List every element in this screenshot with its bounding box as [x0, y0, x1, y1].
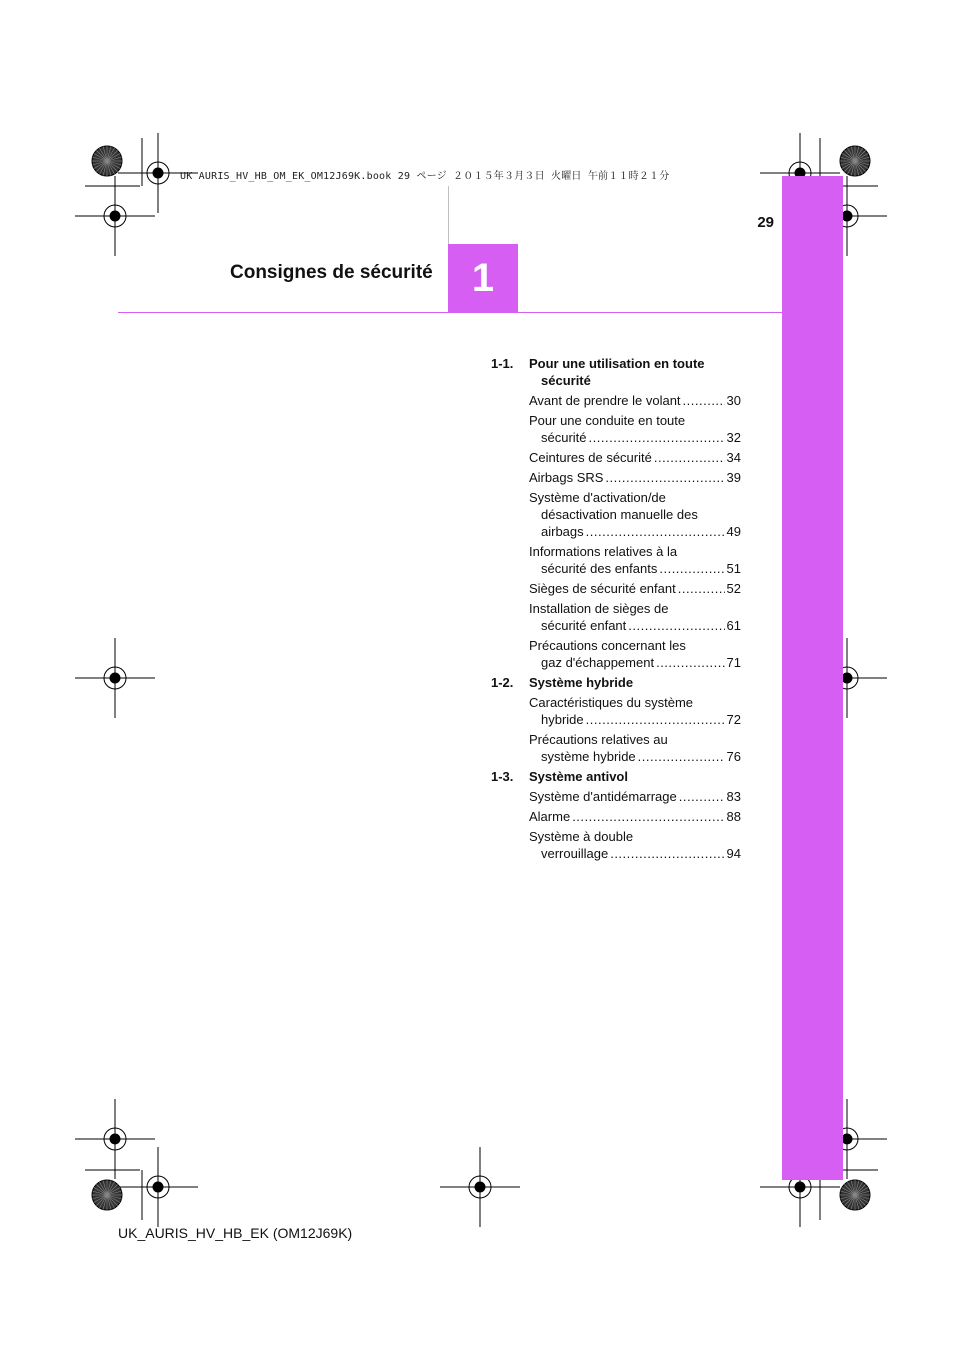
- toc-entry-text: système hybride: [541, 749, 636, 764]
- toc-entry-text: Installation de sièges de: [529, 601, 669, 616]
- toc-entry-page: 83: [726, 789, 741, 804]
- toc-section-number: 1-3.: [491, 769, 514, 784]
- toc-entry-text: airbags: [541, 524, 584, 539]
- dot-leader: [659, 560, 724, 577]
- toc-entry-text: Système d'antidémarrage: [529, 789, 677, 804]
- toc-entry[interactable]: [529, 469, 741, 486]
- dot-leader: [683, 392, 725, 409]
- toc-section-title: Système hybride: [529, 675, 634, 690]
- toc-entry-page: 49: [726, 524, 741, 539]
- toc-entry-text: verrouillage: [541, 846, 609, 861]
- dot-leader: [654, 449, 725, 466]
- toc-entry[interactable]: [529, 489, 741, 540]
- toc-entry[interactable]: [529, 788, 741, 805]
- toc-entry[interactable]: [529, 392, 741, 409]
- toc-entry[interactable]: [529, 694, 741, 728]
- toc-entry-text: Alarme: [529, 809, 571, 824]
- footer-code: UK_AURIS_HV_HB_EK (OM12J69K): [118, 1225, 353, 1241]
- chapter-side-tab: [782, 176, 843, 1180]
- toc-entry[interactable]: [529, 412, 741, 446]
- toc-entry-page: 61: [726, 618, 741, 633]
- toc-section-title: Système antivol: [529, 769, 628, 784]
- toc-entry-text: Pour une conduite en toute: [529, 413, 686, 428]
- toc-entry-text: Sièges de sécurité enfant: [529, 581, 676, 596]
- toc-entry-page: 94: [726, 846, 741, 861]
- dot-leader: [628, 617, 724, 634]
- toc-section: [491, 674, 741, 691]
- dot-leader: [586, 711, 725, 728]
- chapter-number-box: [448, 244, 518, 313]
- toc-entry[interactable]: [529, 543, 741, 577]
- toc-entry[interactable]: [529, 580, 741, 597]
- toc-entry-text: Avant de prendre le volant: [529, 393, 681, 408]
- header-divider: [448, 186, 449, 244]
- toc-entry[interactable]: [529, 637, 741, 671]
- toc-section-title: Pour une utilisation en toute sécurité: [529, 356, 705, 388]
- toc-entry-text: Système d'activation/de: [529, 490, 666, 505]
- toc-entry-text: sécurité enfant: [541, 618, 627, 633]
- page-number: 29: [757, 214, 774, 231]
- dot-leader: [572, 808, 724, 825]
- dot-leader: [678, 580, 725, 597]
- toc-entry-page: 51: [726, 561, 741, 576]
- toc-entry-page: 34: [726, 450, 741, 465]
- dot-leader: [656, 654, 724, 671]
- toc-entry-text: sécurité des enfants: [541, 561, 658, 576]
- dot-leader: [605, 469, 724, 486]
- toc-section: [491, 768, 741, 785]
- toc-section-number: 1-2.: [491, 675, 514, 690]
- toc-entry-page: 76: [726, 749, 741, 764]
- toc-entry-text: Caractéristiques du système: [529, 695, 694, 710]
- toc-entry-page: 88: [726, 809, 741, 824]
- toc-entry-text: Informations relatives à la: [529, 544, 678, 559]
- dot-leader: [638, 748, 725, 765]
- toc-entry-page: 52: [726, 581, 741, 596]
- header-rule: [118, 312, 782, 313]
- toc-entry-text: Système à double: [529, 829, 634, 844]
- toc-entry-text: Précautions concernant les: [529, 638, 686, 653]
- toc-entry-text: sécurité: [541, 430, 587, 445]
- toc-entry-page: 72: [726, 712, 741, 727]
- toc-entry[interactable]: [529, 828, 741, 862]
- toc-entry-page: 32: [726, 430, 741, 445]
- dot-leader: [589, 429, 725, 446]
- toc-entry-page: 30: [726, 393, 741, 408]
- dot-leader: [586, 523, 725, 540]
- table-of-contents: [491, 355, 741, 865]
- toc-entry-page: 71: [726, 655, 741, 670]
- toc-entry-page: 39: [726, 470, 741, 485]
- chapter-number: 1: [471, 256, 495, 300]
- print-header: UK AURIS_HV_HB_OM_EK_OM12J69K.book 29 ページ ２０１５年３月３日 火曜日 午前１１時２１分: [180, 171, 670, 182]
- toc-entry-text: hybride: [541, 712, 584, 727]
- toc-entry-text: Précautions relatives au: [529, 732, 668, 747]
- chapter-title: Consignes de sécurité: [230, 262, 433, 283]
- toc-section: [491, 355, 741, 389]
- toc-entry[interactable]: [529, 731, 741, 765]
- toc-entry-text: Airbags SRS: [529, 470, 604, 485]
- dot-leader: [679, 788, 725, 805]
- toc-entry[interactable]: [529, 600, 741, 634]
- toc-entry-text: Ceintures de sécurité: [529, 450, 652, 465]
- toc-entry[interactable]: [529, 808, 741, 825]
- toc-entry[interactable]: [529, 449, 741, 466]
- toc-entry-text: gaz d'échappement: [541, 655, 655, 670]
- toc-section-number: 1-1.: [491, 356, 514, 371]
- dot-leader: [610, 845, 724, 862]
- toc-entry-text: désactivation manuelle des: [541, 507, 698, 522]
